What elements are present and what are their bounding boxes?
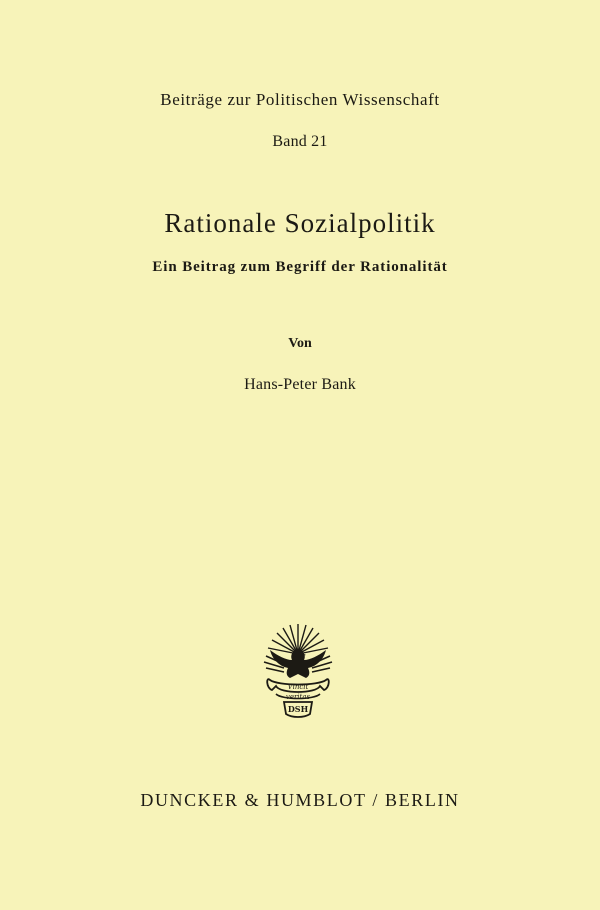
emblem-motto-1: Vincit [287, 683, 309, 691]
author-name: Hans-Peter Bank [244, 376, 356, 393]
volume-number: Band 21 [272, 133, 328, 150]
book-subtitle: Ein Beitrag zum Begriff der Rationalität [152, 259, 448, 275]
publisher-emblem [256, 620, 340, 720]
eagle-seal-icon [256, 620, 340, 720]
emblem-motto-2: veritas [285, 693, 311, 701]
book-title: Rationale Sozialpolitik [164, 208, 436, 238]
by-label: Von [288, 336, 312, 351]
series-title: Beiträge zur Politischen Wissenschaft [160, 90, 440, 109]
emblem-initials: DSH [287, 704, 309, 714]
publisher-imprint: DUNCKER & HUMBLOT / BERLIN [140, 790, 460, 810]
